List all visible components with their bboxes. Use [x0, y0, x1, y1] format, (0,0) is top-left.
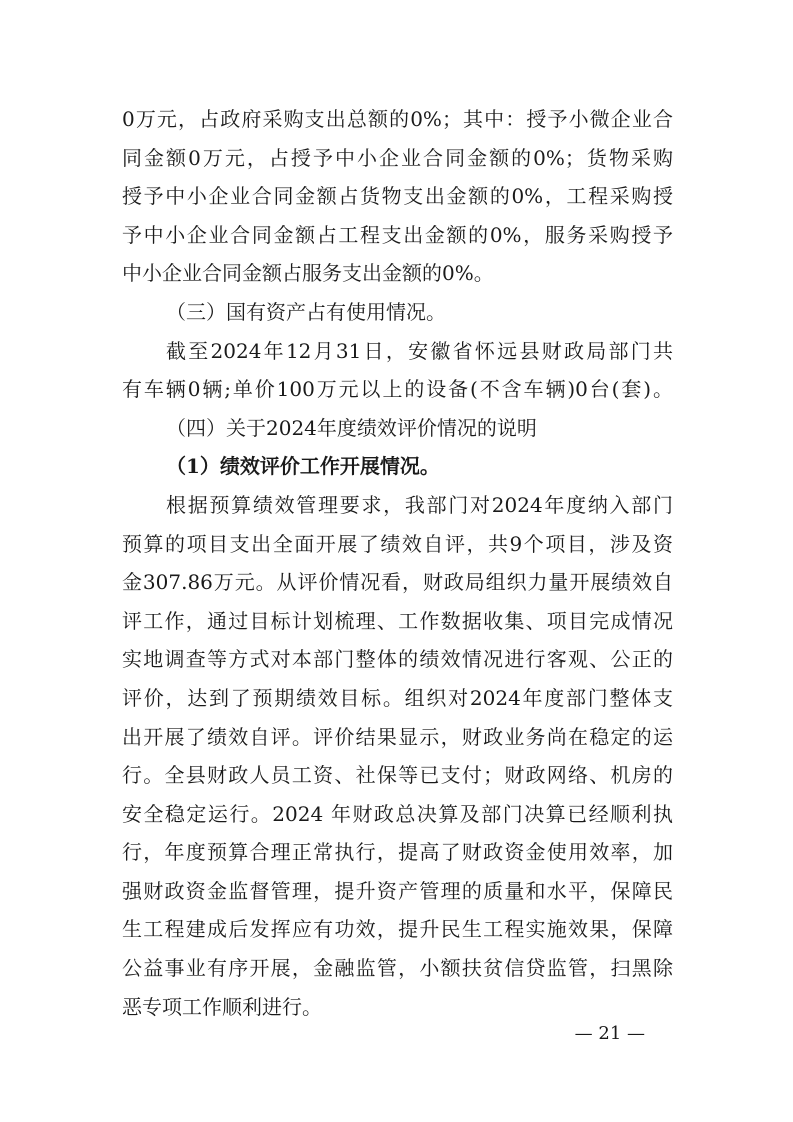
section-heading-4: （四）关于2024年度绩效评价情况的说明: [166, 415, 537, 440]
text-line: 出开展了绩效自评。评价结果显示，财政业务尚在稳定的运: [122, 724, 673, 749]
page-number: — 21 —: [574, 1023, 645, 1044]
text-line: 安全稳定运行。2024 年财政总决算及部门决算已经顺利执: [122, 801, 673, 826]
text-line: 评工作，通过目标计划梳理、工作数据收集、项目完成情况: [122, 608, 673, 633]
text-line: 予中小企业合同金额占工程支出金额的0%，服务采购授予: [122, 222, 673, 247]
text-line: 中小企业合同金额占服务支出金额的0%。: [122, 261, 494, 286]
text-line: 预算的项目支出全面开展了绩效自评，共9个项目，涉及资: [122, 531, 673, 556]
text-line: 金307.86万元。从评价情况看，财政局组织力量开展绩效自: [122, 570, 673, 595]
text-line: 行，年度预算合理正常执行，提高了财政资金使用效率，加: [122, 840, 673, 865]
text-line: 实地调查等方式对本部门整体的绩效情况进行客观、公正的: [122, 647, 673, 672]
text-line: 公益事业有序开展，金融监管，小额扶贫信贷监管，扫黑除: [122, 956, 673, 981]
section-heading-3: （三）国有资产占有使用情况。: [166, 299, 446, 324]
body-text: [122, 100, 673, 1026]
text-line: 生工程建成后发挥应有功效，提升民生工程实施效果，保障: [122, 917, 673, 942]
subsection-heading-1: （1）绩效评价工作开展情况。: [166, 454, 440, 479]
text-line: 授予中小企业合同金额占货物支出金额的0%，工程采购授: [122, 184, 673, 209]
text-line: 恶专项工作顺利进行。: [122, 994, 322, 1019]
text-line: 同金额0万元，占授予中小企业合同金额的0%；货物采购: [122, 145, 673, 170]
text-line: 有车辆0辆;单价100万元以上的设备(不含车辆)0台(套)。: [122, 377, 673, 402]
text-line: 根据预算绩效管理要求，我部门对2024年度纳入部门: [166, 492, 673, 517]
text-line: 行。全县财政人员工资、社保等已支付；财政网络、机房的: [122, 763, 673, 788]
text-line: 0万元，占政府采购支出总额的0%；其中：授予小微企业合: [122, 107, 673, 131]
text-line: 截至2024年12月31日，安徽省怀远县财政局部门共: [166, 338, 673, 363]
text-line: 评价，达到了预期绩效目标。组织对2024年度部门整体支: [122, 685, 673, 710]
text-line: 强财政资金监督管理，提升资产管理的质量和水平，保障民: [122, 878, 673, 903]
